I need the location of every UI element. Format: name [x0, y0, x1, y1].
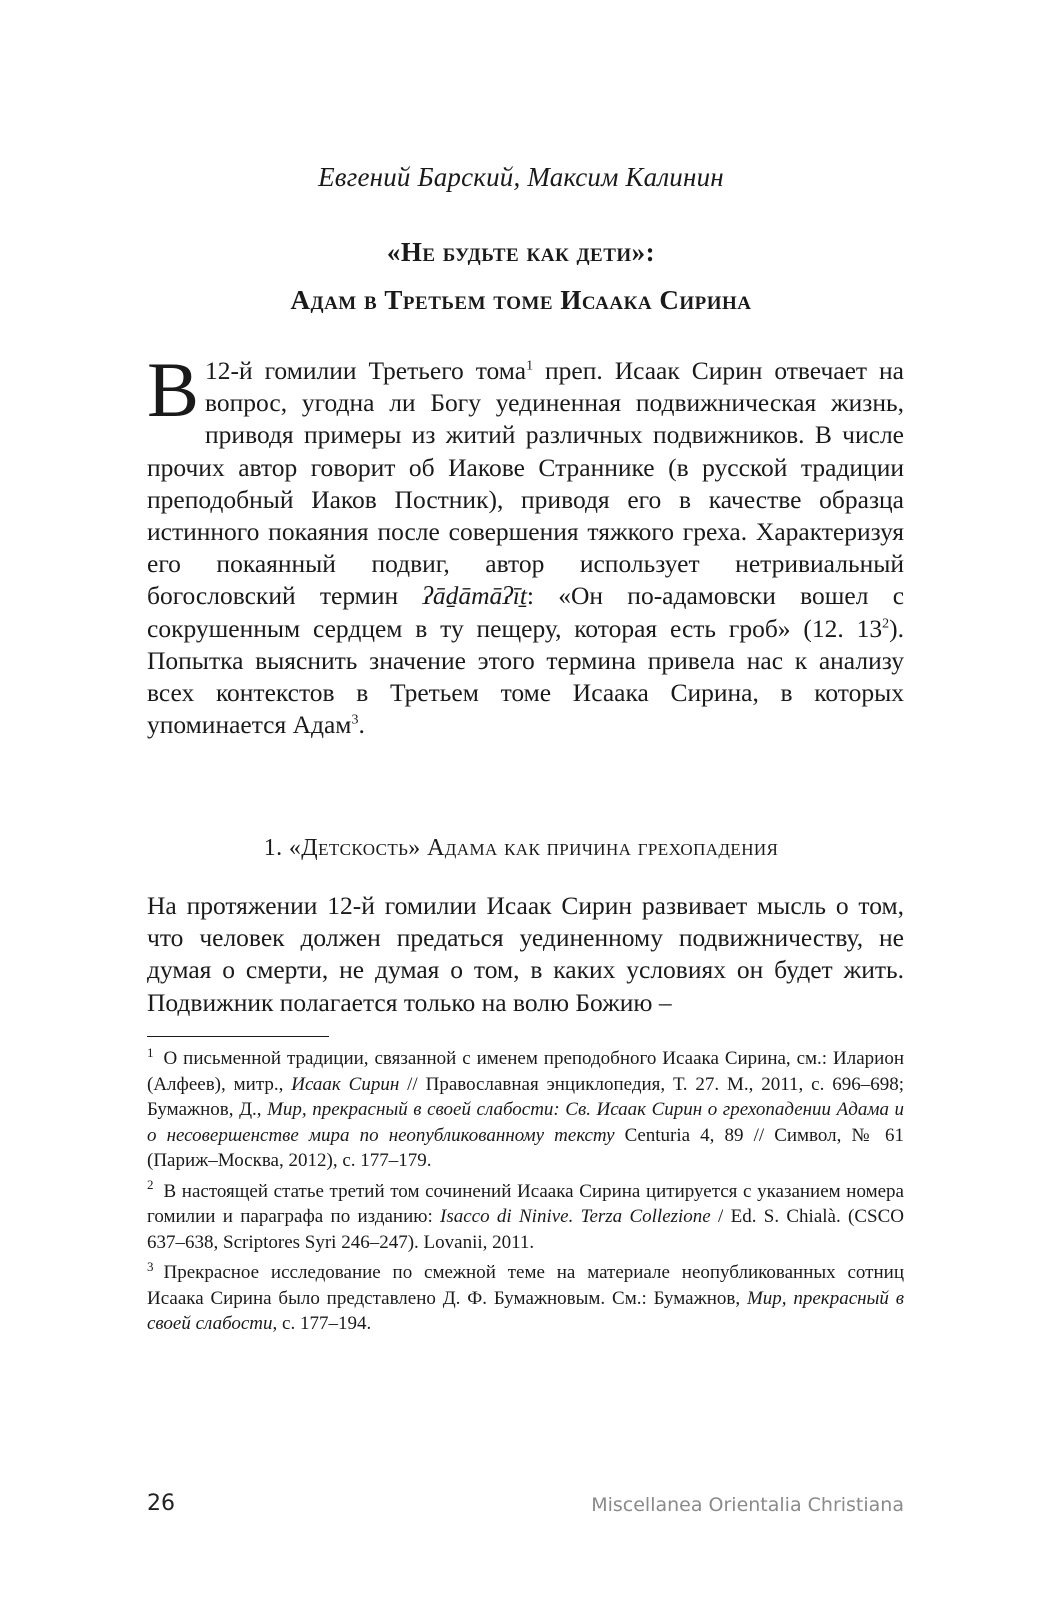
- footnote-ref-3[interactable]: 3: [351, 712, 359, 728]
- footnote-text: // Православная энциклопедия, Т. 27. М., 2011, с. 696–698; Бумажнов, Д.,: [147, 1073, 905, 1120]
- footnote-ref-1[interactable]: 1: [526, 358, 534, 374]
- intro-text-e: .: [358, 710, 365, 740]
- footnote-text: / Ed. S. Chialà. (CSCO 637–638, Scriptores Syri 246–247). Lovanii, 2011.: [147, 1206, 904, 1253]
- article-authors: Евгений Барский, Максим Калинин: [318, 162, 724, 192]
- section-heading: 1. «Детскость» Адама как причина грехопадения: [263, 835, 779, 861]
- footnote-text: Прекрасное исследование по смежной теме на материале неопубликованных сотниц Исаака Сирина было представлено Д. Ф. Бумажновым. См.: Бумажнов,: [147, 1262, 904, 1309]
- syriac-term: ʔāḏāmāʔīṯ: [422, 581, 527, 611]
- footnote-text: О письменной традиции, связанной с именем преподобного Исаака Сирина, см.: Иларион (Алфеев), митр.,: [147, 1048, 904, 1095]
- running-title: Miscellanea Orientalia Christiana: [591, 1494, 904, 1516]
- footnote-1: [147, 1046, 904, 1174]
- intro-text-a: 12-й гомилии Третьего тома: [205, 356, 527, 385]
- drop-cap: В: [147, 346, 200, 433]
- article-title-line-1: «Не будьте как дети»:: [386, 237, 656, 267]
- footnote-text: В настоящей статье третий том сочинений Исаака Сирина цитируется с указанием номера гомилии и параграфа по изданию:: [147, 1180, 904, 1227]
- footnote-italic: Мир, прекрасный в своей слабости: [147, 1287, 904, 1334]
- footnote-italic: Исаак Сирин: [291, 1073, 400, 1095]
- footnote-text: Centuria 4, 89 // Символ, № 61 (Париж–Москва, 2012), с. 177–179.: [147, 1124, 904, 1171]
- footnote-divider: [147, 1036, 329, 1037]
- intro-text-b: преп. Исаак Сирин отвечает на вопрос, угодна ли Богу уединенная подвижническая жизнь, приводя примеры из житий различных подвижников. В числе прочих автор говорит об Иакове Страннике (в русской традиции преподобный Иаков Постник), приводя его в качестве образца истинного покаяния после совершения тяжкого греха. Характеризуя его покаянный подвиг, автор использует нетривиальный богословский термин: [147, 356, 904, 611]
- footnote-italic: Isacco di Ninive. Terza Collezione: [440, 1206, 711, 1227]
- footnotes: [147, 1046, 904, 1342]
- intro-text-c: : «Он по-адамовски вошел с сокрушенным сердцем в ту пещеру, которая есть гроб» (12. 13: [147, 581, 905, 643]
- page-number: 26: [147, 1491, 175, 1516]
- footnote-2: [147, 1179, 904, 1256]
- footnote-number: 3: [147, 1258, 154, 1274]
- footnote-number: 1: [147, 1044, 154, 1060]
- article-title-line-2: Адам в Третьем томе Исаака Сирина: [290, 285, 752, 315]
- intro-text-d: ). Попытка выяснить значение этого термина привела нас к анализу всех контекстов в Третьем томе Исаака Сирина, в которых упоминается Адам: [147, 613, 904, 740]
- footnote-3: [147, 1260, 904, 1337]
- intro-paragraph: [147, 346, 905, 741]
- footnote-italic: Мир, прекрасный в своей слабости: Св. Исаак Сирин о грехопадении Адама и о несовершенстве мира по неопубликованному тексту: [147, 1099, 904, 1146]
- footnote-number: 2: [147, 1177, 154, 1193]
- section-paragraph: На протяжении 12-й гомилии Исаак Сирин развивает мысль о том, что человек должен предаться уединенному подвижничеству, не думая о смерти, не думая о том, в каких условиях он будет жить. Подвижник полагается только на волю Божию –: [147, 891, 904, 1017]
- footnote-text: , с. 177–194.: [272, 1313, 372, 1334]
- footnote-ref-2[interactable]: 2: [882, 616, 890, 632]
- article-title: [0, 228, 1042, 324]
